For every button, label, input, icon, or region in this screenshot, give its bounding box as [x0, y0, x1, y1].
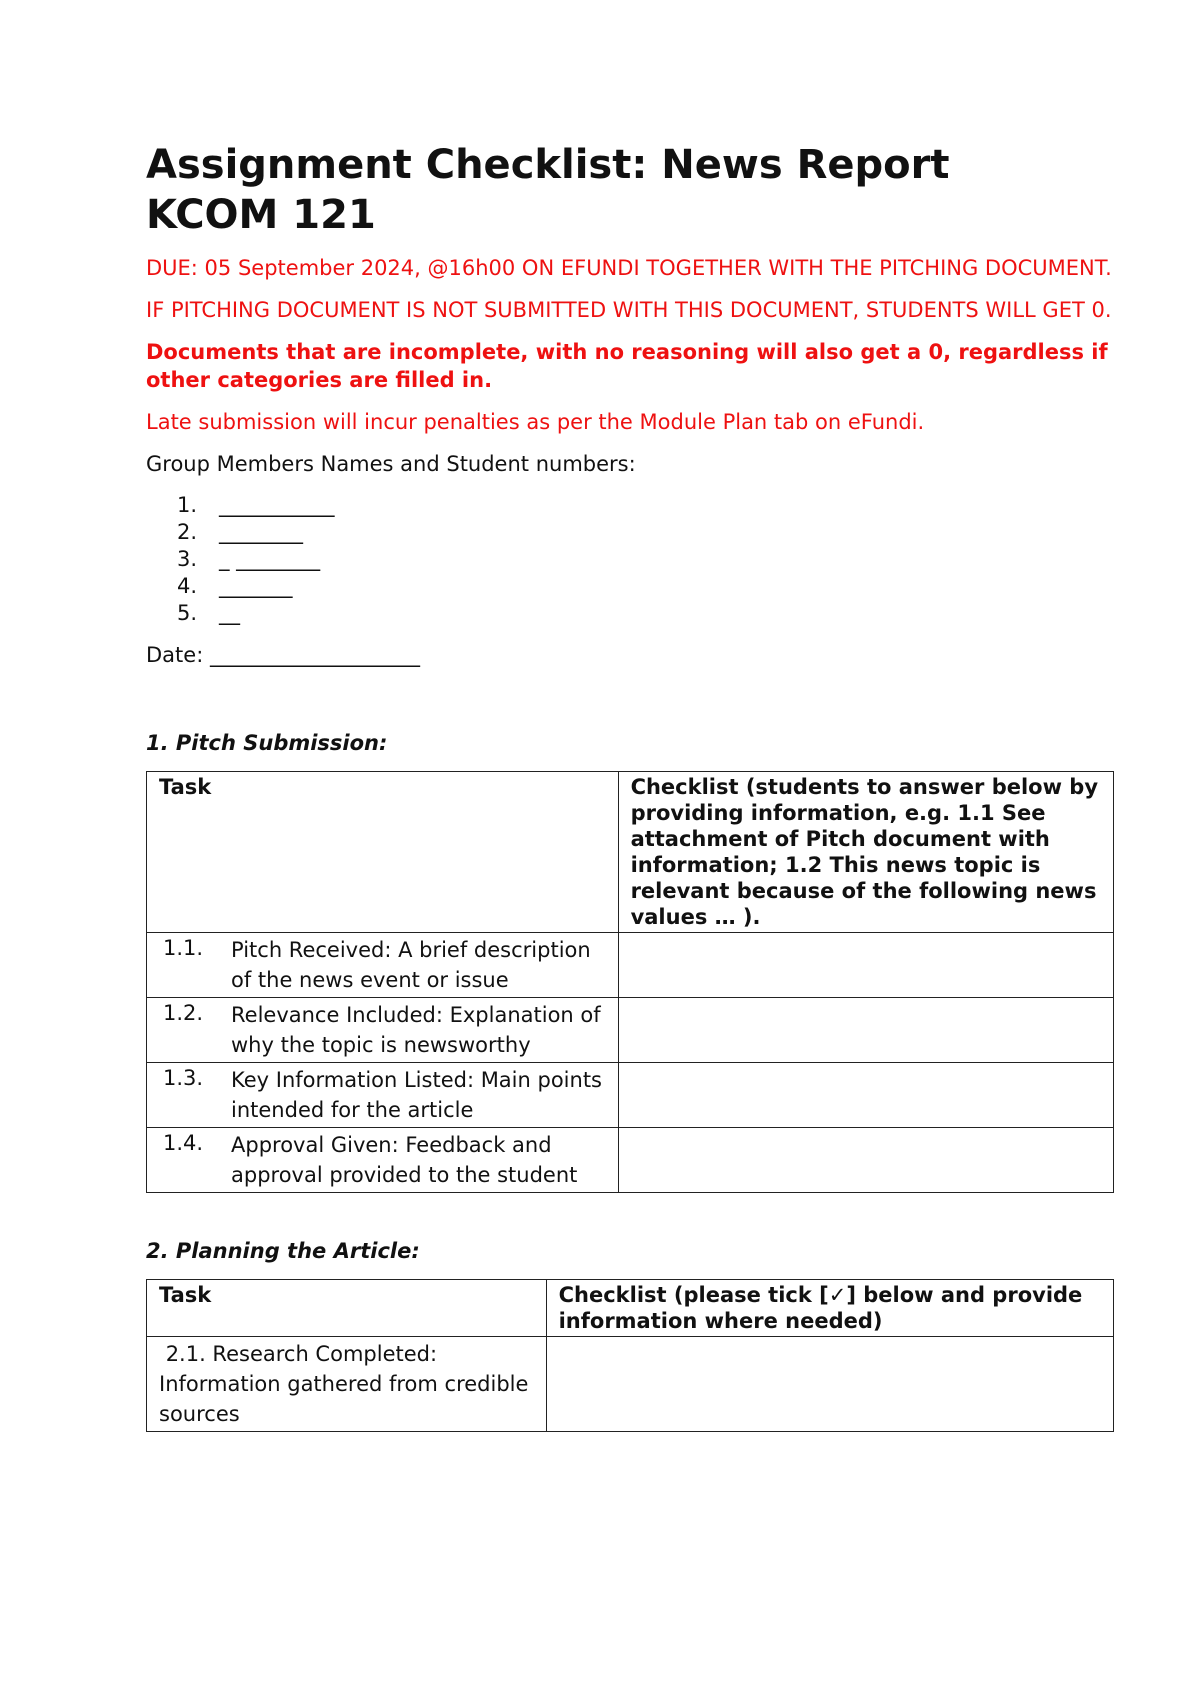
members-label: Group Members Names and Student numbers:	[146, 452, 636, 476]
late-notice: Late submission will incur penalties as per the Module Plan tab on eFundi.	[146, 410, 925, 434]
answer-cell[interactable]	[618, 1128, 1113, 1193]
task-cell	[147, 933, 619, 998]
table-header-row	[147, 772, 1114, 933]
task-text: Pitch Received: A brief description of the news event or issue	[231, 938, 591, 992]
task-cell: 2.1. Research Completed: Information gathered from credible sources	[147, 1337, 547, 1432]
document-content	[146, 140, 1114, 1432]
page-title	[146, 140, 1114, 240]
section-2-title: 2. Planning the Article:	[146, 1239, 420, 1263]
answer-cell[interactable]	[546, 1337, 1113, 1432]
member-blank: _______	[219, 574, 293, 598]
table-row	[147, 1063, 1114, 1128]
table-row	[147, 1128, 1114, 1193]
list-item	[146, 573, 1114, 600]
task-cell	[147, 1063, 619, 1128]
pitching-notice: IF PITCHING DOCUMENT IS NOT SUBMITTED WITH THIS DOCUMENT, STUDENTS WILL GET 0.	[146, 298, 1112, 322]
answer-cell[interactable]	[618, 933, 1113, 998]
header-task: Task	[147, 1280, 547, 1337]
list-item	[146, 519, 1114, 546]
task-number: 1.4.	[163, 1131, 204, 1155]
task-number: 1.1.	[163, 936, 204, 960]
list-item	[146, 600, 1114, 627]
section-1-title: 1. Pitch Submission:	[146, 731, 388, 755]
planning-article-table	[146, 1279, 1114, 1432]
members-list	[146, 492, 1114, 627]
member-blank: __	[219, 601, 240, 625]
task-cell	[147, 1128, 619, 1193]
member-blank: ________	[219, 520, 303, 544]
answer-cell[interactable]	[618, 998, 1113, 1063]
answer-cell[interactable]	[618, 1063, 1113, 1128]
date-line: Date: ____________________	[146, 643, 420, 667]
member-number: 2.	[176, 520, 197, 544]
member-blank: _ ________	[219, 547, 321, 571]
task-text: Key Information Listed: Main points intended for the article	[231, 1068, 602, 1122]
task-text: Relevance Included: Explanation of why the topic is newsworthy	[231, 1003, 601, 1057]
title-line-2: KCOM 121	[146, 192, 376, 238]
member-number: 5.	[176, 601, 197, 625]
list-item	[146, 492, 1114, 519]
table-row	[147, 1337, 1114, 1432]
list-item	[146, 546, 1114, 573]
task-number: 1.2.	[163, 1001, 204, 1025]
due-notice: DUE: 05 September 2024, @16h00 ON EFUNDI TOGETHER WITH THE PITCHING DOCUMENT.	[146, 256, 1112, 280]
pitch-submission-table	[146, 771, 1114, 1193]
table-row	[147, 933, 1114, 998]
incomplete-notice: Documents that are incomplete, with no reasoning will also get a 0, regardless if other categories are filled in.	[146, 340, 1108, 392]
header-checklist: Checklist (students to answer below by providing information, e.g. 1.1 See attachment of Pitch document with information; 1.2 This news topic is relevant because of the following news values … ).	[618, 772, 1113, 933]
member-number: 1.	[176, 493, 197, 517]
table-header-row	[147, 1280, 1114, 1337]
task-text: Approval Given: Feedback and approval provided to the student	[231, 1133, 578, 1187]
table-row	[147, 998, 1114, 1063]
task-number: 1.3.	[163, 1066, 204, 1090]
member-blank: ___________	[219, 493, 335, 517]
member-number: 3.	[176, 547, 197, 571]
header-checklist: Checklist (please tick [✓] below and provide information where needed)	[546, 1280, 1113, 1337]
member-number: 4.	[176, 574, 197, 598]
header-task: Task	[147, 772, 619, 933]
title-line-1: Assignment Checklist: News Report	[146, 142, 950, 188]
task-cell	[147, 998, 619, 1063]
